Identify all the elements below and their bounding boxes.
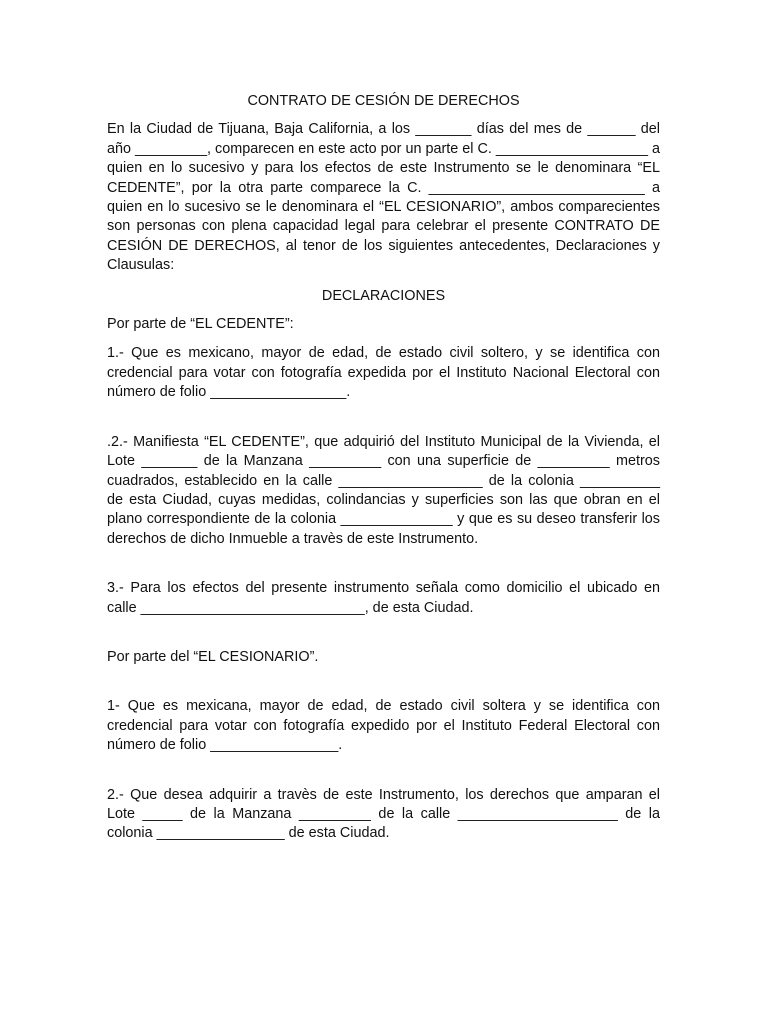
- declarations-heading: DECLARACIONES: [321, 287, 446, 304]
- cedente-declaration-2: .2.- Manifiesta “EL CEDENTE”, que adquirió del Instituto Municipal de la Vivienda, el Lote _______ de la Manzana _________ con una superficie de _________ metros cuadrados, establecido en la calle __________________ de la colonia __________ de esta Ciudad, cuyas medidas, colindancias y superficies son las que obran en el plano correspondiente de la colonia ______________ y que es su deseo transferir los derechos de dicho Inmueble a travès de este Instrumento.: [107, 433, 660, 547]
- cedente-declaration-3: 3.- Para los efectos del presente instrumento señala como domicilio el ubicado en calle ____________________________, de esta Ciudad.: [107, 580, 660, 616]
- contract-page: [107, 92, 660, 844]
- spacer: [107, 549, 660, 579]
- spacer: [107, 667, 660, 697]
- cesionario-heading: Por parte del “EL CESIONARIO”.: [107, 648, 319, 665]
- spacer: [107, 334, 660, 344]
- intro-paragraph: En la Ciudad de Tijuana, Baja California, a los _______ días del mes de ______ del año _________, comparecen en este acto por un parte el C. ___________________ a quien en lo sucesivo y para los efectos de este Instrumento se le denominara “EL CEDENTE”, por la otra parte comparece la C. ___________________________ a quien en lo sucesivo se le denominara el “EL CESIONARIO”, ambos comparecientes son personas con plena capacidad legal para celebrar el presente CONTRATO DE CESIÓN DE DERECHOS, al tenor de los siguientes antecedentes, Declaraciones y Clausulas:: [107, 121, 660, 274]
- spacer: [107, 276, 660, 287]
- spacer: [107, 403, 660, 433]
- cedente-declaration-1: 1.- Que es mexicano, mayor de edad, de estado civil soltero, y se identifica con credencial para votar con fotografía expedida por el Instituto Nacional Electoral con número de folio _________________.: [107, 345, 660, 401]
- cesionario-declaration-1: 1- Que es mexicana, mayor de edad, de estado civil soltera y se identifica con credencial para votar con fotografía expedido por el Instituto Federal Electoral con número de folio ________________.: [107, 698, 660, 754]
- spacer: [107, 756, 660, 786]
- document-title: CONTRATO DE CESIÓN DE DERECHOS: [247, 93, 520, 109]
- cesionario-declaration-2: 2.- Que desea adquirir a travès de este Instrumento, los derechos que amparan el Lote _____ de la Manzana _________ de la calle ____________________ de la colonia ________________ de esta Ciudad.: [107, 786, 660, 842]
- cedente-heading: Por parte de “EL CEDENTE”:: [107, 316, 294, 333]
- spacer: [107, 618, 660, 648]
